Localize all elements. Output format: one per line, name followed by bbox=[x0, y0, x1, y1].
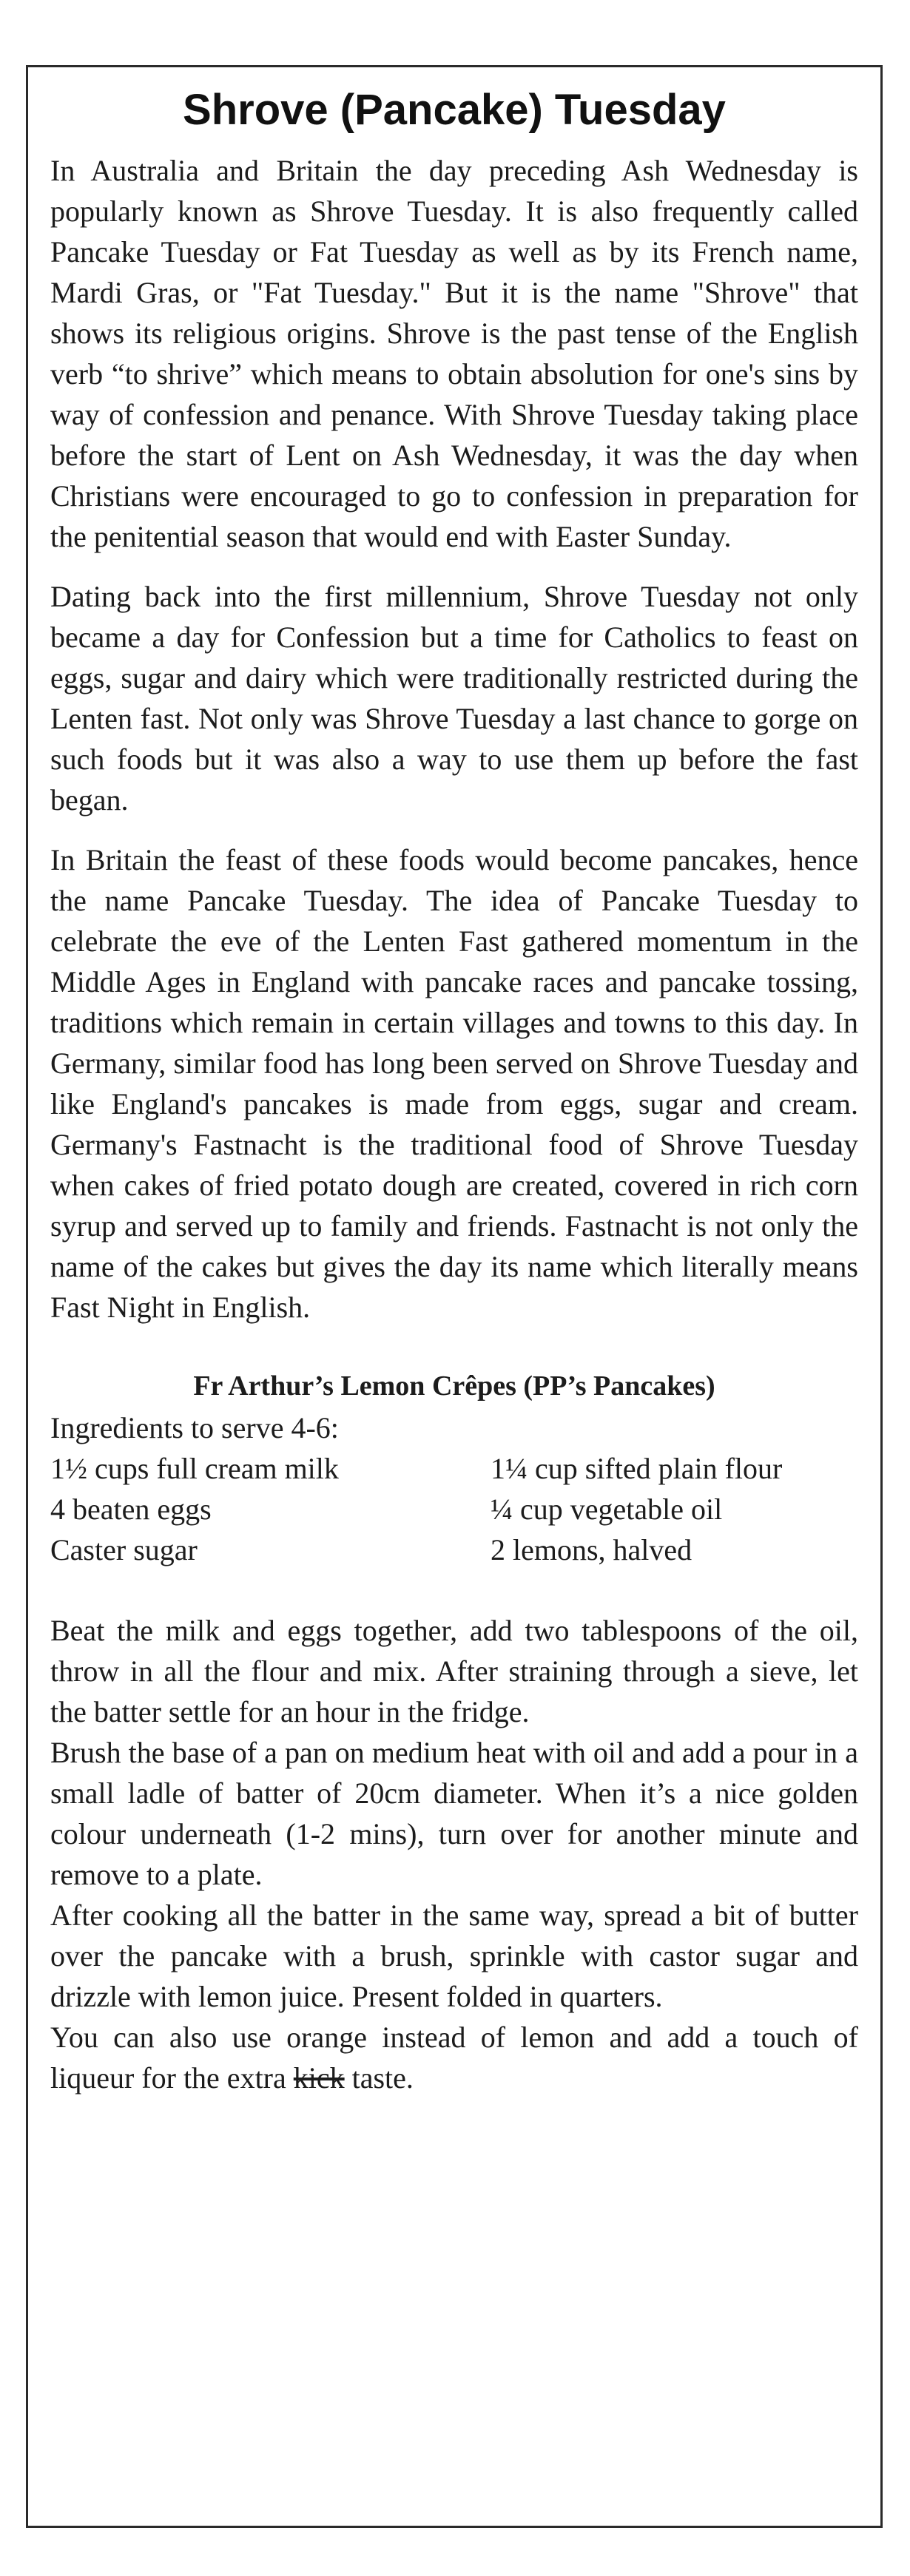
ingredient-item: ¼ cup vegetable oil bbox=[491, 1492, 723, 1526]
method-step: Brush the base of a pan on medium heat with oil and add a pour in a small ladle of batter of 20cm diameter. When it’s a nice golden colour underneath (1-2 mins), turn over for another minute and remove to a plate. bbox=[50, 1736, 858, 1891]
article-title: Shrove (Pancake) Tuesday bbox=[183, 86, 726, 134]
recipe-method bbox=[50, 1610, 858, 2098]
method-step-final bbox=[50, 2017, 858, 2098]
ingredient-item: 1½ cups full cream milk bbox=[50, 1452, 339, 1485]
struck-word: kick bbox=[293, 2061, 345, 2095]
article-box bbox=[26, 65, 883, 2528]
ingredient-item: 2 lemons, halved bbox=[491, 1533, 692, 1566]
paragraph-pancakes: In Britain the feast of these foods would become pancakes, hence the name Pancake Tuesday. The idea of Pancake Tuesday to celebrate the eve of the Lenten Fast gathered momentum in the Middle Ages in England with pancake races and pancake tossing, traditions which remain in certain villages and towns to this day. In Germany, similar food has long been served on Shrove Tuesday and like England's pancakes is made from eggs, sugar and cream. Germany's Fastnacht is the traditional food of Shrove Tuesday when cakes of fried potato dough are created, covered in rich corn syrup and served up to family and friends. Fastnacht is not only the name of the cakes but gives the day its name which literally means Fast Night in English. bbox=[50, 843, 858, 1324]
ingredient-item: 4 beaten eggs bbox=[50, 1492, 212, 1526]
paragraph-feast: Dating back into the first millennium, Shrove Tuesday not only became a day for Confession but a time for Catholics to feast on eggs, sugar and dairy which were traditionally restricted during the Lenten fast. Not only was Shrove Tuesday a last chance to gorge on such foods but it was also a way to use them up before the fast began. bbox=[50, 580, 858, 817]
ingredient-list bbox=[50, 1448, 858, 1570]
recipe-title: Fr Arthur’s Lemon Crêpes (PP’s Pancakes) bbox=[193, 1370, 715, 1402]
final-step-start: You can also use orange instead of lemon and add a touch of liqueur for the extra bbox=[50, 2021, 858, 2095]
recipe-serves: Ingredients to serve 4-6: bbox=[50, 1411, 339, 1444]
method-step: Beat the milk and eggs together, add two tablespoons of the oil, throw in all the flour and mix. After straining through a sieve, let the batter settle for an hour in the fridge. bbox=[50, 1614, 858, 1728]
paragraph-origins: In Australia and Britain the day preceding Ash Wednesday is popularly known as Shrove Tuesday. It is also frequently called Pancake Tuesday or Fat Tuesday as well as by its French name, Mardi Gras, or "Fat Tuesday." But it is the name "Shrove" that shows its religious origins. Shrove is the past tense of the English verb “to shrive” which means to obtain absolution for one's sins by way of confession and penance. With Shrove Tuesday taking place before the start of Lent on Ash Wednesday, it was the day when Christians were encouraged to go to confession in preparation for the penitential season that would end with Easter Sunday. bbox=[50, 154, 858, 553]
final-step-end: taste. bbox=[351, 2061, 414, 2095]
ingredient-item: 1¼ cup sifted plain flour bbox=[491, 1452, 783, 1485]
method-step: After cooking all the batter in the same way, spread a bit of butter over the pancake with a brush, sprinkle with castor sugar and drizzle with lemon juice. Present folded in quarters. bbox=[50, 1899, 858, 2013]
article-content bbox=[50, 82, 858, 2098]
ingredient-item: Caster sugar bbox=[50, 1533, 198, 1566]
